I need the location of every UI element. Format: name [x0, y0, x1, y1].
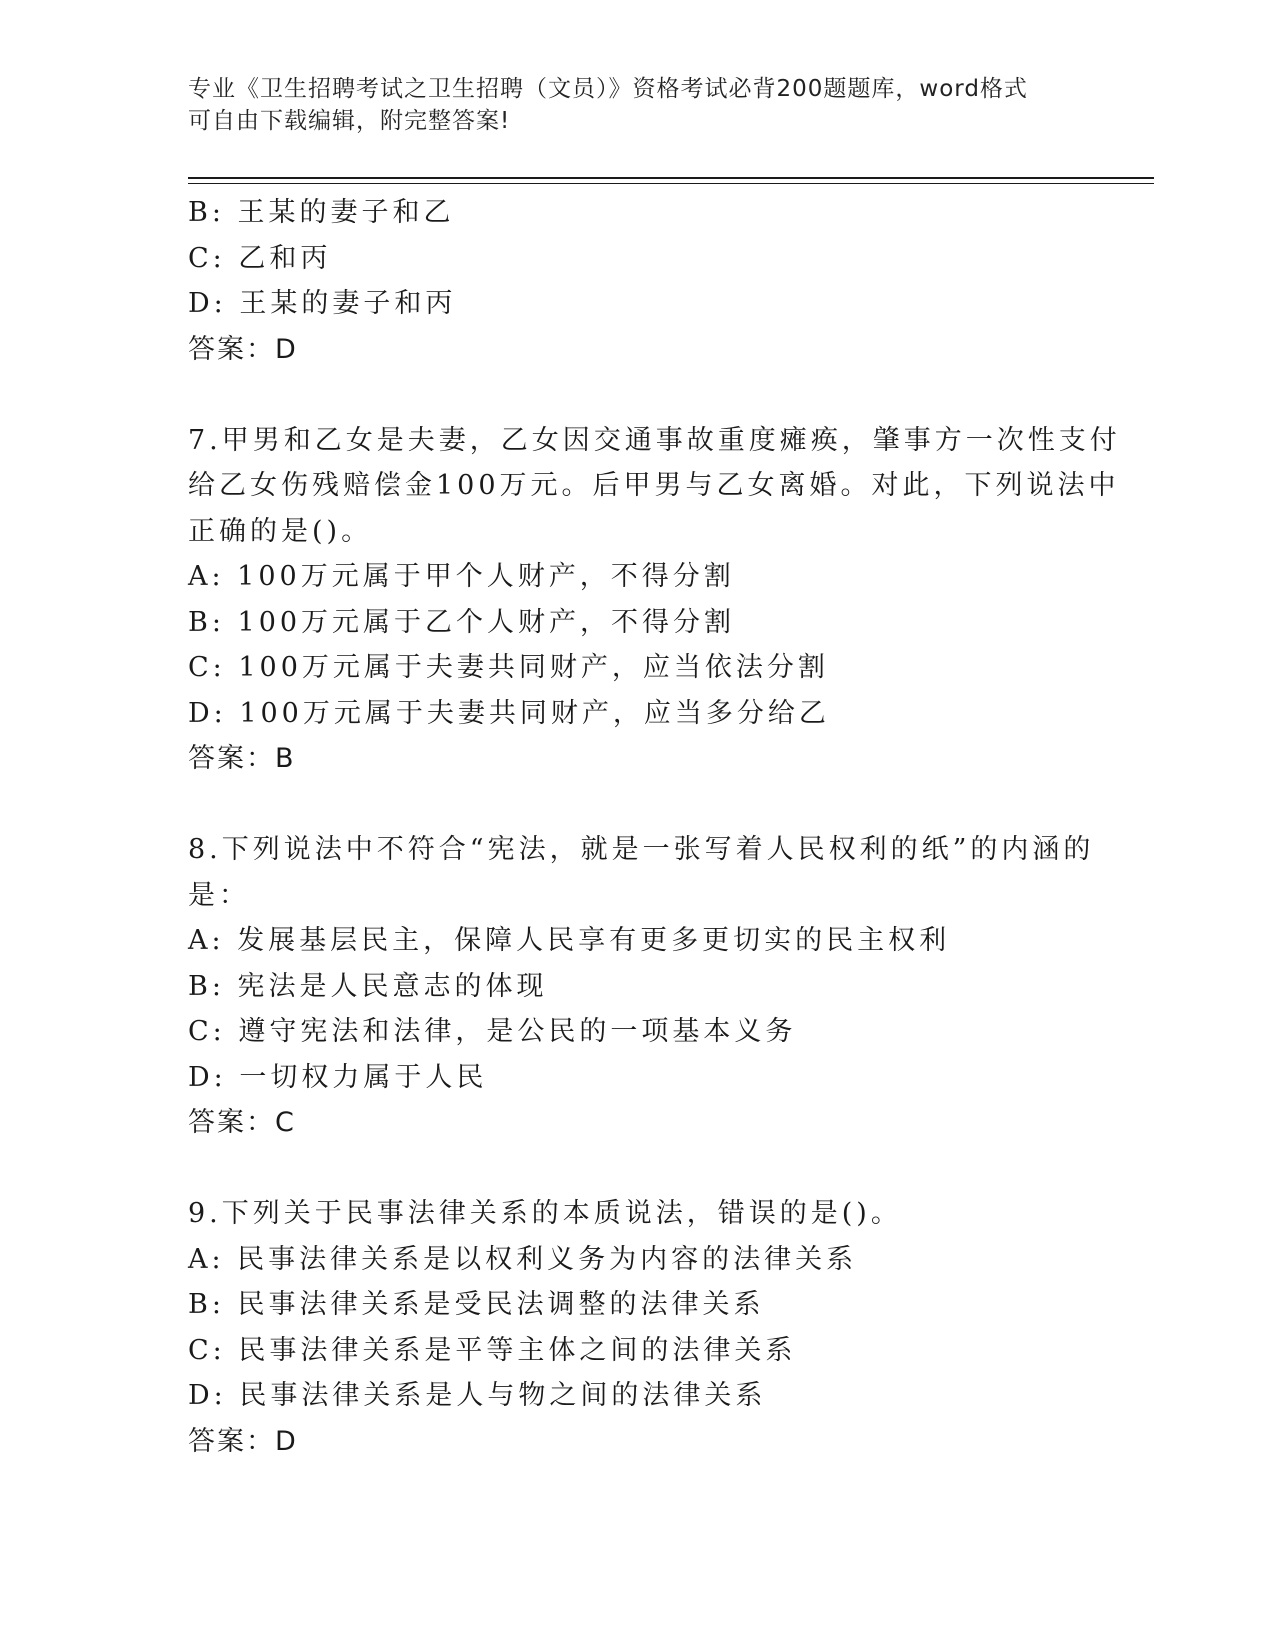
question-stem: 给乙女伤残赔偿金100万元。后甲男与乙女离婚。对此，下列说法中	[188, 470, 1120, 501]
answer-line: 答案：D	[188, 1425, 298, 1457]
header-line-1: 专业《卫生招聘考试之卫生招聘（文员）》资格考试必背200题题库，word格式	[188, 76, 1028, 102]
question-stem: 9.下列关于民事法律关系的本质说法，错误的是()。	[188, 1198, 902, 1229]
option-b: B: 王某的妻子和乙	[188, 197, 455, 228]
header-divider-thin	[188, 183, 1154, 184]
question-stem: 是：	[188, 879, 250, 911]
option-c: C: 遵守宪法和法律，是公民的一项基本义务	[188, 1016, 797, 1047]
option-a: A: 100万元属于甲个人财产，不得分割	[188, 561, 735, 592]
question-stem: 7.甲男和乙女是夫妻，乙女因交通事故重度瘫痪，肇事方一次性支付	[188, 424, 1121, 456]
option-b: B: 100万元属于乙个人财产，不得分割	[188, 606, 736, 638]
option-b: B: 民事法律关系是受民法调整的法律关系	[188, 1289, 765, 1320]
option-a: A: 发展基层民主，保障人民享有更多更切实的民主权利	[188, 925, 951, 956]
option-b: B: 宪法是人民意志的体现	[188, 970, 548, 1002]
question-stem: 8.下列说法中不符合“宪法，就是一张写着人民权利的纸”的内涵的	[188, 834, 1095, 865]
header-divider-thick	[188, 177, 1154, 179]
spacer	[188, 782, 1068, 828]
question-8	[188, 827, 1095, 1146]
option-d: D: 民事法律关系是人与物之间的法律关系	[188, 1380, 767, 1411]
question-9	[188, 1191, 1068, 1464]
question-stem: 正确的是()。	[188, 515, 373, 547]
answer-line: 答案：D	[188, 333, 298, 365]
option-d: D: 王某的妻子和丙	[188, 288, 457, 319]
spacer	[188, 1146, 1068, 1192]
question-list	[188, 190, 1121, 1464]
header-line-2: 可自由下载编辑，附完整答案!	[188, 108, 511, 134]
document-header	[188, 73, 1068, 137]
option-c: C: 100万元属于夫妻共同财产，应当依法分割	[188, 652, 829, 683]
option-a: A: 民事法律关系是以权利义务为内容的法律关系	[188, 1243, 858, 1275]
answer-line: 答案：B	[188, 743, 296, 774]
question-6	[188, 190, 1068, 372]
option-c: C: 乙和丙	[188, 242, 332, 274]
spacer	[188, 372, 1068, 418]
question-7	[188, 418, 1121, 782]
option-c: C: 民事法律关系是平等主体之间的法律关系	[188, 1334, 797, 1366]
answer-line: 答案：C	[188, 1107, 296, 1138]
option-d: D: 一切权力属于人民	[188, 1061, 488, 1093]
option-d: D: 100万元属于夫妻共同财产，应当多分给乙	[188, 697, 830, 729]
